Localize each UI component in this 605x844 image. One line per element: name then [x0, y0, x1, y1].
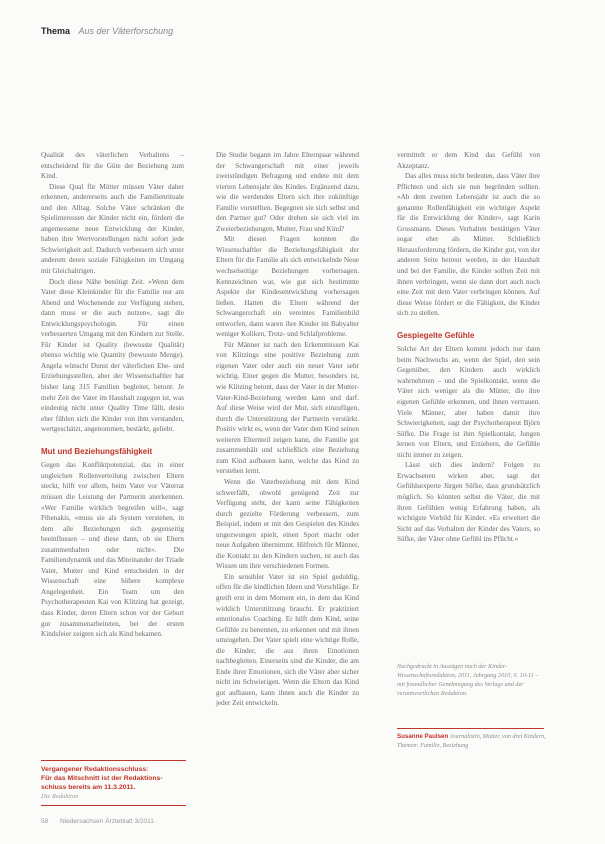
body-paragraph: Qualität des väterlichen Verhaltens – entscheidend für die Güte der Beziehung zum Kind. — [41, 151, 184, 181]
body-paragraph: Gegen das Konfliktpotenzial, das in einer ungleichen Rollenverteilung zwischen Eltern steckt, hilft vor allem, beim Vater vor Väterrat müssen die Leistung der Partnerin anerkennen. »Wer Familie wirklich begreifen will«, sagt Fthenakis, »muss sie als System verstehen, in dem alle Beziehungen sich gegenseitig beeinflussen – und diese dann, ob sie Eltern zusammenhalten oder nicht«. Die Familiendynamik und das Miteinander der Triade Vater, Mutter und Kind entscheiden in der Wissenschaft eine höhere komplexe Angelegenheit. Ein Team um den Psychotherapeuten Kai von Klitzing hat gezeigt, dass Kinder, deren Eltern schon vor der Geburt gut zusammenarbeiteten, bei der ersten Kindsfeier zeigten sich als Kind bekamen. — [41, 461, 184, 639]
author-name: Susanne Paulsen — [397, 733, 449, 740]
notice-line: Vergangener Redaktionsschluss: — [41, 766, 149, 773]
body-paragraph: Doch diese Nähe benötigt Zeit. »Wenn dem Vater diese Kleinkinder für die Familie nur am Abend und Wochenende zur Verfügung stehen, dann muss er die auch nutzen«, sagt die Entwicklungspsychologin. Für einen verbesserten Umgang mit den Kindern zur Stelle. Für Kinder ist Quality (bewusste Qualität) ebenso wichtig wie Quantity (bewusste Menge). Angela wünscht Dunst der väterlichen Ehe- und Erziehungsstellen, aber der Wissenschaftler hat bisher lang 315 Familien begleitet, betont: Je mehr Zeit der Vater im Haushalt zugegen ist, was eindeutig nicht unter Quality Time fällt, desto eher fühlen sich die Kinder von ihm verstanden, wertgeschätzt, angenommen, bestärkt, geliebt. — [41, 277, 184, 434]
divider — [397, 728, 544, 729]
body-paragraph: Mit diesen Fragen konnten die Wissenschaftler die Beziehungsfähigkeit der Eltern für die Familie als sich entwickelnde Neue wechselseitige Beziehungen vorhersagen. Kennzeichnen war, wie gut sich bestimmte Aspekte der Kindesentwicklung vorhersagen ließen. Hatten die Eltern während der Schwangerschaft ein vereintes Familienbild entworfen, dann waren ihre Kinder im Babyalter weniger Koliken, Trotz- und Schlafprobleme. — [216, 235, 359, 339]
body-paragraph: Solche Art der Eltern kommt jedoch nur dann beim Nachwuchs an, wenn der Spiel, den sein Gegenüber, den Kindern auch wirklich wahrnehmen – und die Spielkontakt, wenn die Väter sich weniger als die Mütter, die ihre eigenen Gefühle erkennen, und ihnen vertrauen. Viele Männer, aber haben damit ihre Schwierigkeiten, sagt der Psychotherapeut Björn Süfke. Die Frage ist ihm Spielkontakt, Jungen lernen von Eltern, und Erziehern, die Gefühle nicht immer zu zeigen. — [397, 345, 540, 459]
body-paragraph: Wenn die Vaterbeziehung mit dem Kind schwerfällt, obwohl genügend Zeit zur Verfügung steht, der kann seine Fähigkeiten durch gezielte Förderung verbessern, zum Beispiel, indem er mit den Gespielen des Kindes ungezwungen spielt, einen Sport macht oder neue Aufgaben übernimmt. Hilfreich für Männer, die Kontakt zu den Kindern suchen, ist auch das Wissen um ihre verschiedenen Formen. — [216, 477, 359, 571]
body-paragraph: Die Studie begann im Jahre Elternpaar während der Schwangerschaft mit einer jeweils zweistündigen Befragung und endete mit dem vierten Lebensjahr des Kindes. Ergänzend dazu, wie die werdenden Eltern sich ihre zukünftige Familie vorstellten. Begegnen sie sich selbst und den Partner gut? Oder drehen sie sich viel im Zweierbeziehungen, Mutter, Frau und Kind? — [216, 151, 359, 233]
magazine-name: Niedersachsen Ärzteblatt 3/2011 — [60, 818, 154, 825]
body-paragraph: Das alles muss nicht bedeuten, dass Väter ihre Pflichten und sich sie nun begründen sollten. »Ab dem zweiten Lebensjahr ist auch die so genannte Rollenfähigkeit ein wichtiger Aspekt für die Entwicklung der Kinder«, sagt Karin Grossmann. Dieses Verhalten bestätigen Väter sogar eher als Mütter. Schließlich Herausforderung fördern, die Kinder gut, von der anderen Seite betreut werden, in der Haushalt und bei der Familie, die Kinder sollten Zeit mit ihnen verbringen, wenn sie dann dort auch noch eine Zeit mit dem Vater verbringen können. Auf diese Weise fördert er die Fähigkeit, die Kinder sich zu stellen. — [397, 172, 540, 318]
section-subheading: Mut und Beziehungsfähigkeit — [41, 446, 153, 456]
notice-line: Für das Mitschnitt ist der Redaktions- — [41, 775, 163, 782]
section-subtitle: Aus der Väterforschung — [78, 26, 174, 36]
author-description: Journalistin, Mutter, von drei Kindern, Themen: Familie, Beziehung — [397, 733, 546, 749]
page-number: 58 — [41, 818, 49, 825]
text-column-2 — [216, 150, 359, 709]
reprint-footnote: Nachgedruckt in Auszügen nach der Kinder-Wissenschaftsredaktion, 2011, Jahrgang 2010, S. 10-11 – mit freundlicher Genehmigung des Verlags und der verantwortlichen Redaktion. — [397, 663, 539, 697]
text-column-1 — [41, 150, 184, 640]
body-paragraph: vermittelt er dem Kind das Gefühl von Akzeptanz. — [397, 151, 540, 170]
text-column-3 — [397, 150, 540, 545]
body-paragraph: Für Männer ist nach den Erkenntnissen Kai von Klitzings eine positive Beziehung zum eigenen Vater oder auch ein neuer Vater sehr wichtig. Einer gegen die Mutter, besonders ist, wie Klitzing betont, dass der Vater in der Mutter-Vater-Kind-Beziehung werden kann und darf. Auf diese Weise wird der Mut, sich einzufügen, durch die Unterstützung der Partnerin verstärkt. Positiv wirkt es, wenn der Vater dem Kind seinen weiteren Elternteil zeigen kann, die Familie gut zusammenhält und schließlich eine Beziehung zum Kind aufbauen kann, welche das Kind zu verstehen lernt. — [216, 340, 359, 476]
editorial-notice — [41, 760, 186, 806]
notice-signature: Die Redaktion — [41, 793, 79, 800]
page-header — [41, 26, 173, 36]
body-paragraph: Lässt sich dies ändern? Folgen zu Erwachsenen wirken aber, sagt der Gefühlsexperte Jürgen Süfke, dass grundsätzlich möglich. So könnten selbst die Väter, die mit ihren Gefühlen wenig Erfahrung haben, als wichtigste Vorbild für Kinder. »Es erweitert die Sicht auf das Verhalten der Kinder des Vaters, so Süfke, der Väter ohne Gefühl ins Pflicht.« — [397, 461, 540, 544]
notice-line: schluss bereits am 11.3.2011. — [41, 784, 136, 791]
page-footer — [41, 818, 154, 825]
section-label: Thema — [41, 26, 71, 36]
body-paragraph: Ein sensibler Vater ist ein Spiel geduldig, offen für die kindlichen Ideen und Vorschläge. Er greift erst in dem Moment ein, in dem das Kind wirklich Unterstützung braucht. Er praktiziert emotionales Coaching. Er hilft dem Kind, seine Gefühle zu benennen, zu erkennen und mit ihnen umzugehen. Der Vater spielt eine wichtige Rolle, die Kinder, die aus ihren Emotionen nachbegleiten. Einerseits sind die Kinder, die am Ende ihrer Emotionen, sich die Väter aber sicher nicht im Schwierigen. Wenn die Eltern das Kind gut aufbauen, kann ihnen auch die Kinder zu jeder Zeit entwickeln. — [216, 572, 359, 708]
author-box — [397, 733, 547, 750]
section-subheading: Gespiegelte Gefühle — [397, 330, 475, 340]
body-paragraph: Diese Qual für Mütter müssen Väter daher erkennen, andererseits auch die Familienrituale und den Alltag. Solche Väter schränken die Spielinteressen der Kinder nicht ein, fördern die angemessene neue Entwicklung der Kinder, haben ihre Wertvorstellungen nicht sofort jede Schwierigkeit auf. Dadurch verbessern sich unter anderem deren soziale Fähigkeiten im Umgang mit Gleichaltrigen. — [41, 182, 184, 276]
